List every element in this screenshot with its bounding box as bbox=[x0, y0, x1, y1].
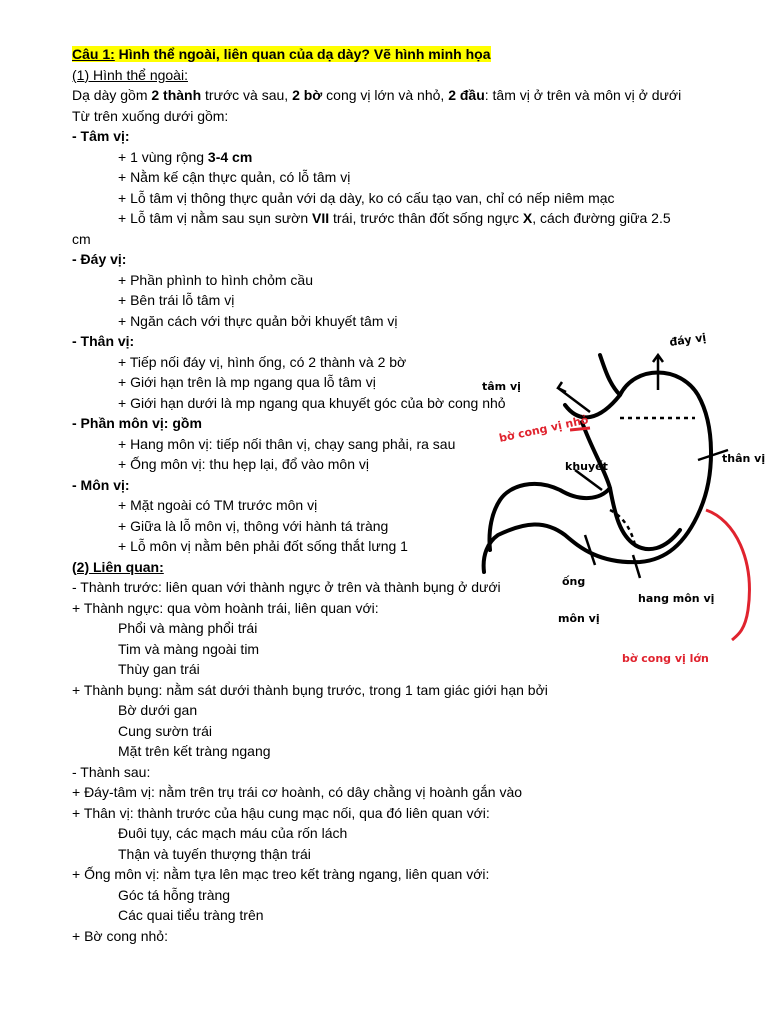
esophagus bbox=[600, 355, 620, 395]
relation-line: Thùy gan trái bbox=[118, 661, 200, 677]
label-bo-cong-vi-nho: bờ cong vị nhỏ bbox=[497, 413, 590, 445]
than-vi-item: + Tiếp nối đáy vị, hình ống, có 2 thành và 2 bờ bbox=[118, 353, 407, 370]
section2-heading: (2) Liên quan: bbox=[72, 558, 164, 575]
relation-line: Thận và tuyến thượng thận trái bbox=[118, 845, 311, 862]
tam-vi-item: + Lỗ tâm vị nằm sau sụn sườn VII trái, trước thân đốt sống ngực X, cách đường giữa 2.5 bbox=[118, 210, 671, 226]
label-than-vi: thân vị bbox=[722, 452, 766, 465]
relation-line: Cung sườn trái bbox=[118, 722, 213, 739]
relation-line: Đuôi tụy, các mạch máu của rốn lách bbox=[118, 825, 348, 841]
mon-vi-heading: - Môn vị: bbox=[72, 476, 130, 493]
arrow-hang-mon-vi bbox=[633, 555, 640, 578]
tam-vi-item: + 1 vùng rộng 3-4 cm bbox=[118, 148, 253, 165]
label-day-vi: đáy vị bbox=[668, 330, 707, 349]
arrow-khuyet bbox=[575, 470, 602, 490]
label-hang-mon-vi: hang môn vị bbox=[638, 592, 715, 605]
tam-vi-item: + Lỗ tâm vị thông thực quản với dạ dày, ko có cấu tạo van, chỉ có nếp niêm mạc bbox=[118, 189, 615, 206]
than-vi-item: + Giới hạn trên là mp ngang qua lỗ tâm vị bbox=[118, 374, 376, 390]
phan-mon-vi-item: + Hang môn vị: tiếp nối thân vị, chạy sang phải, ra sau bbox=[118, 435, 456, 452]
mon-vi-item: + Lỗ môn vị nằm bên phải đốt sống thắt lưng 1 bbox=[118, 538, 408, 554]
question-number: Câu 1: bbox=[72, 46, 115, 62]
section1-intro: Dạ dày gồm 2 thành trước và sau, 2 bờ cong vị lớn và nhỏ, 2 đầu: tâm vị ở trên và môn vị ở dưới bbox=[72, 87, 682, 103]
relation-line: + Đáy-tâm vị: nằm trên trụ trái cơ hoành, có dây chằng vị hoành gắn vào bbox=[72, 784, 523, 800]
relation-line: + Thành bụng: nằm sát dưới thành bụng trước, trong 1 tam giác giới hạn bởi bbox=[72, 681, 548, 698]
relation-line: - Thành sau: bbox=[72, 763, 151, 780]
than-vi-heading: - Thân vị: bbox=[72, 333, 135, 349]
relation-line: Tim và màng ngoài tim bbox=[118, 640, 260, 657]
relation-line: Mặt trên kết tràng ngang bbox=[118, 743, 271, 759]
label-khuyet: khuyết bbox=[565, 460, 608, 473]
mon-vi-item: + Giữa là lỗ môn vị, thông với hành tá tràng bbox=[118, 517, 389, 534]
question-text: Hình thể ngoài, liên quan của dạ dày? Vẽ hình minh họa bbox=[114, 46, 491, 62]
relation-line: + Ống môn vị: nằm tựa lên mạc treo kết tràng ngang, liên quan với: bbox=[72, 866, 490, 882]
label-ong-mon-vi-2: môn vị bbox=[558, 612, 600, 625]
arrow-bo-cong-vi-lon bbox=[706, 510, 749, 640]
relation-line: + Thân vị: thành trước của hậu cung mạc nối, qua đó liên quan với: bbox=[72, 804, 490, 821]
top-down-line: Từ trên xuống dưới gồm: bbox=[72, 107, 229, 124]
relation-line: Phổi và màng phổi trái bbox=[118, 620, 258, 636]
relation-line: - Thành trước: liên quan với thành ngực ở trên và thành bụng ở dưới bbox=[72, 579, 501, 595]
day-vi-heading: - Đáy vị: bbox=[72, 251, 127, 267]
label-bo-cong-vi-lon: bờ cong vị lớn bbox=[622, 652, 709, 665]
tam-vi-item-wrap: cm bbox=[72, 230, 91, 247]
relation-line: Góc tá hỗng tràng bbox=[118, 886, 231, 903]
section1-heading: (1) Hình thể ngoài: bbox=[72, 66, 188, 83]
day-vi-item: + Bên trái lỗ tâm vị bbox=[118, 292, 235, 308]
tam-vi-item: + Nằm kế cận thực quản, có lỗ tâm vị bbox=[118, 169, 351, 185]
day-vi-item: + Ngăn cách với thực quản bởi khuyết tâm vị bbox=[118, 312, 398, 329]
relation-line: + Thành ngực: qua vòm hoành trái, liên quan với: bbox=[72, 599, 379, 616]
day-vi-item: + Phần phình to hình chỏm cầu bbox=[118, 271, 313, 288]
relation-line: Các quai tiểu tràng trên bbox=[118, 907, 264, 923]
than-vi-item: + Giới hạn dưới là mp ngang qua khuyết góc của bờ cong nhỏ bbox=[118, 394, 506, 411]
question-title bbox=[72, 44, 732, 65]
relation-line: Bờ dưới gan bbox=[118, 702, 198, 718]
tam-vi-heading: - Tâm vị: bbox=[72, 128, 130, 144]
phan-mon-vi-heading: - Phần môn vị: gồm bbox=[72, 415, 202, 431]
phan-mon-vi-item: + Ống môn vị: thu hẹp lại, đổ vào môn vị bbox=[118, 456, 369, 472]
arrow-tam-vi bbox=[558, 382, 590, 412]
label-ong-mon-vi-1: ống bbox=[562, 575, 586, 588]
label-tam-vi: tâm vị bbox=[482, 380, 521, 393]
relation-line: + Bờ cong nhỏ: bbox=[72, 927, 168, 944]
stomach-diagram bbox=[470, 310, 766, 690]
mon-vi-item: + Mặt ngoài có TM trước môn vị bbox=[118, 497, 318, 513]
